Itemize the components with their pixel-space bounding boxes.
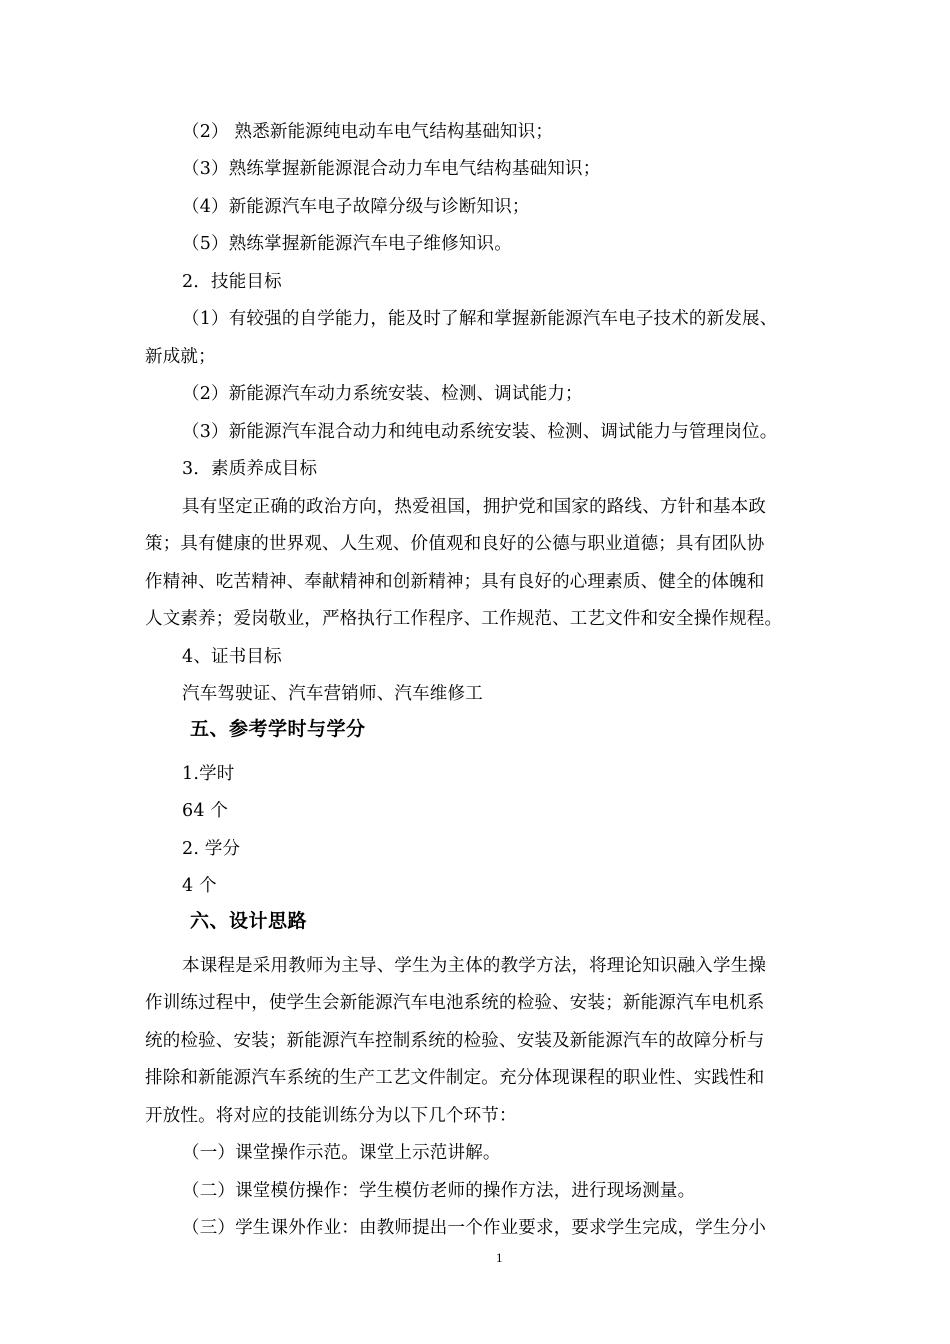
quality-line-4: 人文素养；爱岗敬业，严格执行工作程序、工作规范、工艺文件和安全操作规程。	[145, 609, 783, 629]
credits-value: 4 个	[182, 876, 217, 896]
design-step-1: （一）课堂操作示范。课堂上示范讲解。	[182, 1143, 501, 1163]
page-number: 1	[496, 1250, 503, 1265]
section6-heading: 六、设计思路	[190, 910, 308, 932]
design-step-3: （三）学生课外作业：由教师提出一个作业要求，要求学生完成，学生分小	[182, 1218, 767, 1238]
skill-item-3: （3）新能源汽车混合动力和纯电动系统安装、检测、调试能力与管理岗位。	[182, 422, 778, 442]
knowledge-item-3: （3）熟练掌握新能源混合动力车电气结构基础知识；	[182, 159, 601, 179]
quality-line-3: 作精神、吃苦精神、奉献精神和创新精神；具有良好的心理素质、健全的体魄和	[145, 572, 765, 592]
credits-label: 2. 学分	[182, 839, 241, 859]
skill-item-1: （1）有较强的自学能力，能及时了解和掌握新能源汽车电子技术的新发展、	[182, 309, 778, 329]
skill-item-1-cont: 新成就；	[145, 347, 216, 367]
quality-line-2: 策；具有健康的世界观、人生观、价值观和良好的公德与职业道德；具有团队协	[145, 534, 765, 554]
knowledge-item-4: （4）新能源汽车电子故障分级与诊断知识；	[182, 197, 530, 217]
skill-item-2: （2）新能源汽车动力系统安装、检测、调试能力；	[182, 384, 583, 404]
hours-label: 1.学时	[182, 764, 235, 784]
design-paragraph-line-5: 开放性。将对应的技能训练分为以下几个环节：	[145, 1106, 517, 1126]
knowledge-item-2: （2） 熟悉新能源纯电动车电气结构基础知识；	[182, 122, 554, 142]
design-paragraph-line-2: 作训练过程中，使学生会新能源汽车电池系统的检验、安装；新能源汽车电机系	[145, 993, 765, 1013]
design-paragraph-line-3: 统的检验、安装；新能源汽车控制系统的检验、安装及新能源汽车的故障分析与	[145, 1031, 765, 1051]
quality-goal-title: 3．素质养成目标	[182, 459, 318, 479]
quality-line-1: 具有坚定正确的政治方向，热爱祖国，拥护党和国家的路线、方针和基本政	[182, 497, 767, 517]
hours-value: 64 个	[182, 801, 229, 821]
certificate-goal-title: 4、证书目标	[182, 647, 282, 667]
skill-goal-title: 2．技能目标	[182, 272, 282, 292]
knowledge-item-5: （5）熟练掌握新能源汽车电子维修知识。	[182, 234, 512, 254]
certificate-goal-text: 汽车驾驶证、汽车营销师、汽车维修工	[182, 684, 483, 704]
design-paragraph-line-1: 本课程是采用教师为主导、学生为主体的教学方法，将理论知识融入学生操	[182, 956, 767, 976]
design-step-2: （二）课堂模仿操作：学生模仿老师的操作方法，进行现场测量。	[182, 1181, 696, 1201]
design-paragraph-line-4: 排除和新能源汽车系统的生产工艺文件制定。充分体现课程的职业性、实践性和	[145, 1068, 765, 1088]
section5-heading: 五、参考学时与学分	[190, 718, 366, 740]
